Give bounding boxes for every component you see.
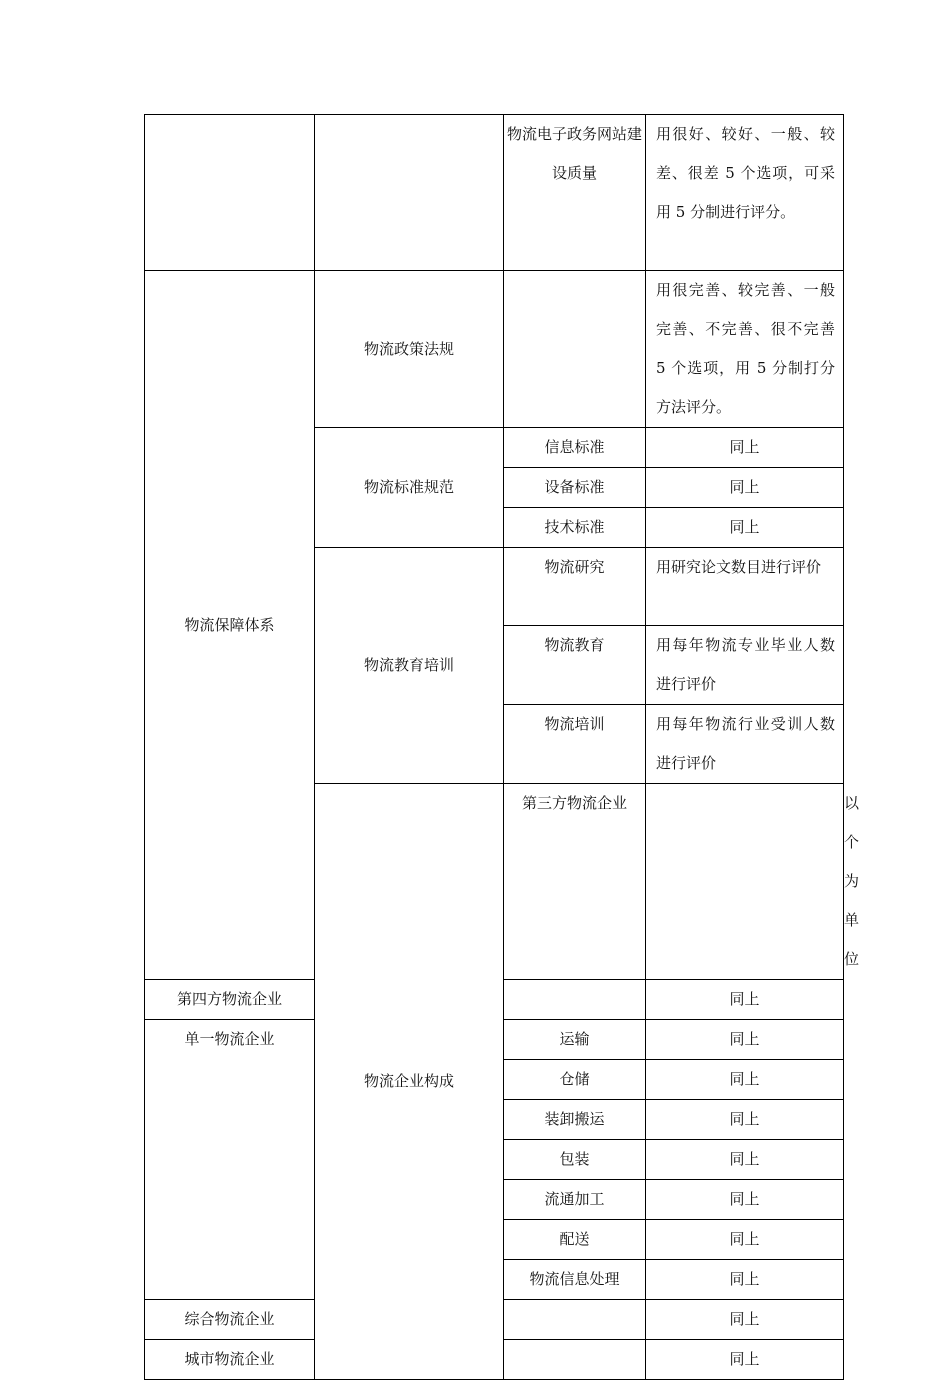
subcategory-label: 单一物流企业 bbox=[184, 1030, 275, 1048]
indicator-label: 流通加工 bbox=[544, 1190, 605, 1208]
description-text: 同上 bbox=[729, 478, 760, 496]
table-cell bbox=[504, 1180, 646, 1220]
subcategory-label: 物流政策法规 bbox=[363, 339, 454, 358]
indicator-label: 物流培训 bbox=[544, 715, 605, 733]
table-cell bbox=[145, 115, 315, 271]
table-cell bbox=[646, 1140, 844, 1180]
table-cell bbox=[504, 1260, 646, 1300]
table-cell bbox=[646, 468, 844, 508]
table-cell bbox=[646, 1020, 844, 1060]
indicator-label: 物流信息处理 bbox=[529, 1270, 620, 1288]
description-text: 同上 bbox=[729, 1310, 760, 1328]
description-text: 同上 bbox=[729, 1030, 760, 1048]
description-text: 以个为单位 bbox=[844, 794, 860, 968]
table-cell bbox=[504, 115, 646, 271]
table-cell bbox=[145, 1340, 315, 1380]
table-cell bbox=[646, 1060, 844, 1100]
description-text: 同上 bbox=[729, 1110, 760, 1128]
table-cell bbox=[504, 1020, 646, 1060]
table-cell bbox=[646, 1220, 844, 1260]
table-cell bbox=[504, 428, 646, 468]
table-cell bbox=[646, 428, 844, 468]
subcategory-label: 综合物流企业 bbox=[184, 1310, 275, 1328]
table-cell bbox=[646, 1340, 844, 1380]
subcategory-label: 物流教育培训 bbox=[363, 656, 454, 674]
indicator-label: 物流教育 bbox=[544, 636, 605, 654]
table-cell bbox=[646, 115, 844, 271]
description-text: 用每年物流行业受训人数进行评价 bbox=[656, 715, 835, 772]
table-cell bbox=[315, 548, 504, 784]
indicator-label: 运输 bbox=[559, 1030, 590, 1048]
table-cell bbox=[504, 1300, 646, 1340]
indicator-label: 信息标准 bbox=[544, 438, 605, 456]
subcategory-label: 城市物流企业 bbox=[184, 1350, 275, 1368]
description-text: 用很完善、较完善、一般完善、不完善、很不完善 5 个选项，用 5 分制打分方法评分。 bbox=[656, 281, 835, 416]
description-text: 同上 bbox=[729, 1150, 760, 1168]
table-cell bbox=[504, 271, 646, 428]
evaluation-table bbox=[144, 114, 860, 1380]
table-cell bbox=[646, 784, 844, 980]
description-text: 同上 bbox=[729, 1270, 760, 1288]
table-cell bbox=[504, 1100, 646, 1140]
description-text: 用很好、较好、一般、较差、很差 5 个选项，可采用 5 分制进行评分。 bbox=[656, 125, 835, 221]
table-cell bbox=[145, 271, 315, 980]
indicator-label: 装卸搬运 bbox=[544, 1110, 605, 1128]
table-cell bbox=[646, 1300, 844, 1340]
indicator-label: 包装 bbox=[559, 1150, 590, 1168]
indicator-label: 配送 bbox=[559, 1230, 590, 1248]
table-cell bbox=[646, 1100, 844, 1140]
table-cell bbox=[646, 1260, 844, 1300]
indicator-label: 仓储 bbox=[559, 1070, 590, 1088]
table-cell bbox=[504, 784, 646, 980]
subcategory-label: 第四方物流企业 bbox=[176, 990, 282, 1008]
table-cell bbox=[646, 271, 844, 428]
table-cell bbox=[315, 271, 504, 428]
table-cell bbox=[504, 626, 646, 705]
category-label: 物流企业构成 bbox=[363, 1072, 454, 1090]
table-cell bbox=[504, 980, 646, 1020]
description-text: 同上 bbox=[729, 438, 760, 456]
table-cell bbox=[315, 115, 504, 271]
table-cell bbox=[646, 1180, 844, 1220]
indicator-label: 物流研究 bbox=[544, 558, 605, 576]
description-text: 用每年物流专业毕业人数进行评价 bbox=[656, 636, 835, 693]
table-cell bbox=[315, 784, 504, 1380]
table-cell bbox=[504, 508, 646, 548]
subcategory-label: 物流标准规范 bbox=[363, 478, 454, 496]
table-cell bbox=[315, 428, 504, 548]
description-text: 同上 bbox=[729, 1350, 760, 1368]
table-cell bbox=[504, 1060, 646, 1100]
table-cell bbox=[145, 1300, 315, 1340]
table-cell bbox=[145, 1020, 315, 1300]
table-cell bbox=[646, 705, 844, 784]
indicator-label: 技术标准 bbox=[544, 518, 605, 536]
table-cell bbox=[646, 980, 844, 1020]
table-cell bbox=[504, 705, 646, 784]
table-cell bbox=[504, 1140, 646, 1180]
table-cell bbox=[504, 1220, 646, 1260]
table-cell bbox=[646, 548, 844, 626]
description-text: 同上 bbox=[729, 1190, 760, 1208]
description-text: 用研究论文数目进行评价 bbox=[656, 558, 822, 576]
description-text: 同上 bbox=[729, 990, 760, 1008]
indicator-label: 物流电子政务网站建设质量 bbox=[506, 125, 642, 182]
table-cell bbox=[646, 626, 844, 705]
description-text: 同上 bbox=[729, 518, 760, 536]
table-cell bbox=[504, 548, 646, 626]
description-text: 同上 bbox=[729, 1070, 760, 1088]
description-text: 同上 bbox=[729, 1230, 760, 1248]
table-cell bbox=[504, 468, 646, 508]
table-cell bbox=[504, 1340, 646, 1380]
table-cell bbox=[646, 508, 844, 548]
category-label: 物流保障体系 bbox=[184, 615, 275, 634]
indicator-label: 设备标准 bbox=[544, 478, 605, 496]
table-cell bbox=[145, 980, 315, 1020]
subcategory-label: 第三方物流企业 bbox=[521, 794, 627, 812]
